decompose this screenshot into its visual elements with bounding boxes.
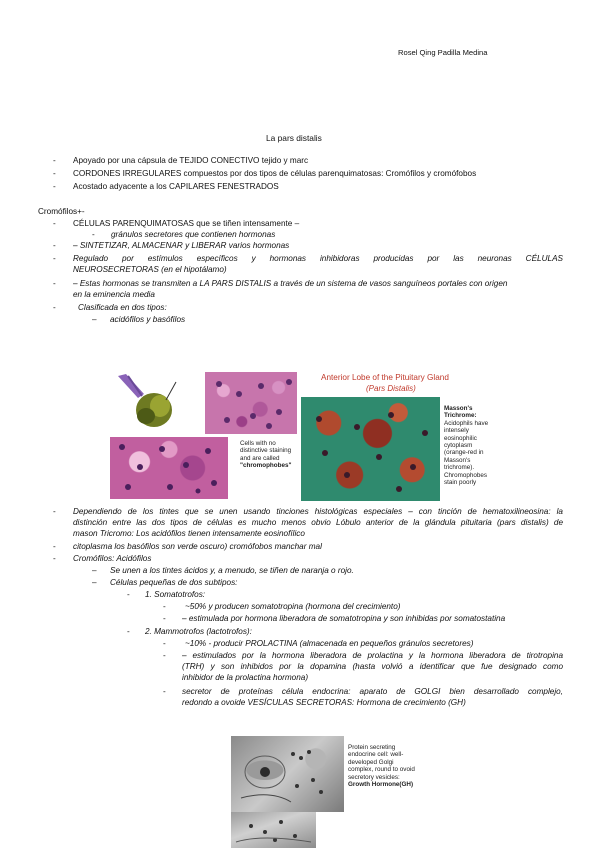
micrograph-masson-trichrome — [301, 397, 440, 501]
em-image-vesicles — [231, 812, 316, 848]
list-item-sub: Células pequeñas de dos subtipos: — [110, 578, 238, 587]
author-name: Rosel Qing Padilla Medina — [398, 48, 488, 57]
bullet-dash: - — [53, 169, 56, 178]
bullet-dash: - — [163, 614, 166, 623]
list-item: – SINTETIZAR, ALMACENAR y LIBERAR varios hormonas — [73, 241, 290, 250]
em-image-golgi — [231, 736, 344, 812]
bullet-dash: - — [163, 602, 166, 611]
em-caption: Protein secreting endocrine cell: well- developed Golgi complex, round to ovoid secretory vesicles: Growth Hormone(GH) — [348, 744, 415, 789]
chromophobe-caption: Cells with no distinctive staining and are called "chromophobes" — [240, 440, 292, 470]
bullet-dash: - — [163, 687, 166, 696]
bullet-dash: - — [92, 230, 95, 239]
list-item-sub: secretor de proteínas célula endocrina: aparato de GOLGI bien desarrollado complejo, — [182, 687, 563, 696]
list-item-cont: en la eminencia media — [73, 290, 155, 299]
bullet-dash: - — [53, 542, 56, 551]
bullet-dash: - — [53, 303, 56, 312]
bullet-dash: - — [53, 219, 56, 228]
bullet-dash: - — [53, 507, 56, 516]
list-item-sub: acidófilos y basófilos — [110, 315, 186, 324]
list-item-sub: ~50% y producen somatotropina (hormona del crecimiento) — [185, 602, 401, 611]
paragraph-line: distinción entre las dos tipos de células es mucho menos obvio Lóbulo anterior de la glándula pituitaria (pars distalis) de — [73, 518, 563, 527]
list-item-cont: redondo a ovoide VESÍCULAS SECRETORAS: Hormona de crecimiento (GH) — [182, 698, 466, 707]
bullet-dash: - — [53, 554, 56, 563]
list-item-cont: (TRH) y son inhibidos por la dopamina (hasta volvió a identificar que fue designado como — [182, 662, 563, 671]
paragraph-line: mason Tricromo: Los acidófilos tienen intensamente eosinofílico — [73, 529, 305, 538]
page-title: La pars distalis — [266, 133, 322, 143]
list-item: CÉLULAS PARENQUIMATOSAS que se tiñen intensamente – — [73, 219, 300, 228]
list-item-sub: gránulos secretores que contienen hormonas — [111, 230, 276, 239]
list-item: citoplasma los basófilos son verde oscuro) cromófobos manchar mal — [73, 542, 322, 551]
figure-subtitle: (Pars Distalis) — [366, 384, 416, 393]
list-item-sub: Se unen a los tintes ácidos y, a menudo, se tiñen de naranja o rojo. — [110, 566, 354, 575]
subtype-heading: 2. Mammotrofos (lactotrofos): — [145, 627, 252, 636]
list-item: – Estas hormonas se transmiten a LA PARS DISTALIS a través de un sistema de vasos sanguíneos portales con origen — [73, 279, 508, 288]
list-item-cont: NEUROSECRETORAS (en el hipotálamo) — [73, 265, 227, 274]
bullet-dash: – — [92, 566, 97, 575]
micrograph-he-overview — [110, 437, 228, 499]
bullet-dash: - — [127, 627, 130, 636]
pituitary-gland-illustration — [116, 372, 178, 434]
bullet-dash: - — [53, 241, 56, 250]
list-item: CORDONES IRREGULARES compuestos por dos tipos de células parenquimatosas: Cromófilos y cromófobos — [73, 169, 477, 178]
bullet-dash: - — [53, 182, 56, 191]
list-item-sub: – estimulada por hormona liberadora de somatotropina y son inhibidas por somatostatina — [182, 614, 506, 623]
masson-side-caption: Masson's Trichrome: Acidophils have intensely eosinophilic cytoplasm (orange-red in Masson's trichrome). Chromophobes stain poorly — [444, 405, 489, 487]
bullet-dash: - — [53, 279, 56, 288]
bullet-dash: - — [127, 590, 130, 599]
paragraph-line: Dependiendo de los tintes que se unen usando tinciones histológicas especiales – con tinción de hematoxilineosina: la — [73, 507, 563, 516]
bullet-dash: - — [163, 639, 166, 648]
list-item: Clasificada en dos tipos: — [78, 303, 167, 312]
bullet-dash: - — [53, 254, 56, 263]
section-heading: Cromófilos+- — [38, 207, 85, 216]
figure-title: Anterior Lobe of the Pituitary Gland — [321, 373, 449, 382]
list-item: Apoyado por una cápsula de TEJIDO CONECTIVO tejido y marc — [73, 156, 309, 165]
bullet-dash: - — [163, 651, 166, 660]
list-item: Acostado adyacente a los CAPILARES FENESTRADOS — [73, 182, 279, 191]
bullet-dash: - — [53, 156, 56, 165]
subtype-heading: 1. Somatotrofos: — [145, 590, 206, 599]
list-item-cont: inhibidor de la prolactina hormona) — [182, 673, 309, 682]
micrograph-he-stain — [205, 372, 297, 434]
list-item: Regulado por estímulos específicos y hormonas inhibidoras producidas por las neuronas CÉLULAS — [73, 254, 563, 263]
list-item-sub: ~10% - producir PROLACTINA (almacenada en pequeños gránulos secretores) — [185, 639, 474, 648]
bullet-dash: – — [92, 578, 97, 587]
list-item-sub: – estimulados por la hormona liberadora de prolactina y la hormona liberadora de tirotropina — [182, 651, 563, 660]
bullet-dash: – — [92, 315, 97, 324]
list-item: Cromófilos: Acidófilos — [73, 554, 152, 563]
